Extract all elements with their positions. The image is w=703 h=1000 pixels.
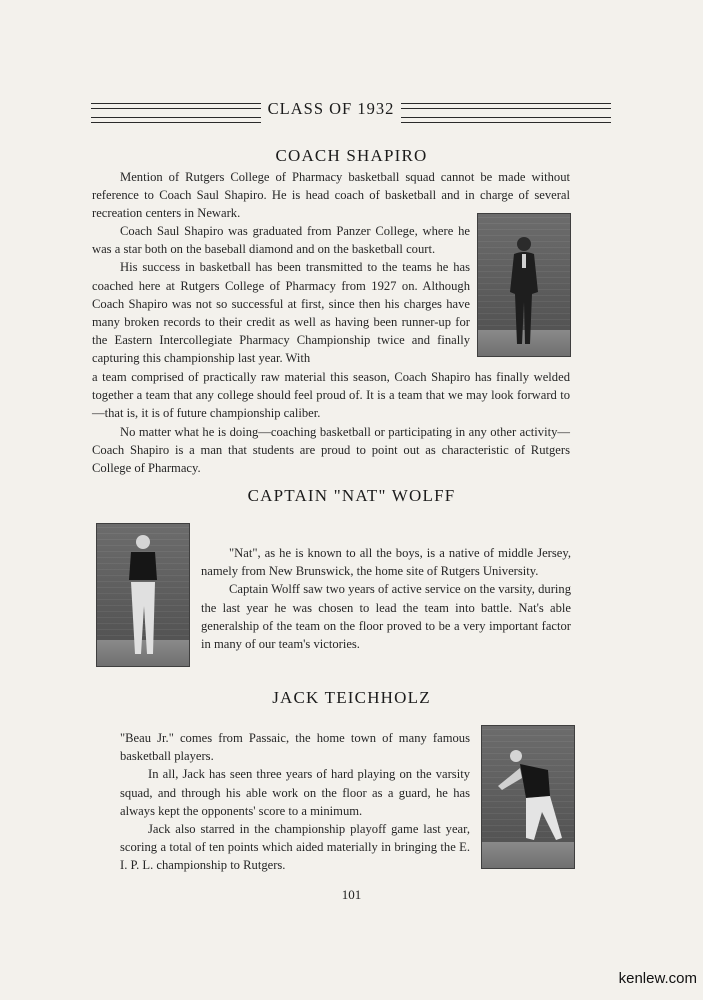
captain-paragraph-1: "Nat", as he is known to all the boys, is a native of middle Jersey, namely from New Brunswick, the home site of Rutgers University. [201, 546, 571, 579]
captain-text [201, 544, 571, 653]
header-rule [401, 103, 611, 104]
header-rule [91, 108, 261, 109]
page-header [91, 95, 611, 127]
header-rule [401, 117, 611, 118]
coach-paragraph-2: Coach Saul Shapiro was graduated from Panzer College, where he was a star both on the baseball diamond and on the basketball court. [92, 224, 470, 257]
header-rule [401, 122, 611, 123]
captain-paragraph-2: Captain Wolff saw two years of active service on the varsity, during the last year he was chosen to lead the team into battle. Nat's able generalship of the team on the floor proved to be a very important factor in many of our team's victories. [201, 582, 571, 652]
header-rule [91, 122, 261, 123]
header-title: CLASS OF 1932 [267, 99, 395, 118]
header-rule [91, 103, 261, 104]
coach-continued-text [92, 368, 570, 477]
jack-text [120, 729, 470, 875]
page-number: 101 [341, 887, 362, 902]
jack-photo [481, 725, 575, 869]
jack-paragraph-3: Jack also starred in the championship playoff game last year, scoring a total of ten points which aided materially in bringing the E. I. P. L. championship to Rutgers. [120, 822, 470, 873]
coach-paragraph-3a: His success in basketball has been transmitted to the teams he has coached here at Rutgers College of Pharmacy from 1927 on. Although Coach Shapiro was not so successful at first, since then his charges have many broken records to their credit as well as having been runner-up for the Eastern Intercollegiate Pharmacy Championship twice and finally capturing this championship last year. With [92, 260, 470, 366]
coach-paragraph-4: No matter what he is doing—coaching basketball or participating in any other activity—Coach Shapiro is a man that students are proud to point out as characteristic of Rutgers College of Pharmacy. [92, 424, 570, 476]
coach-paragraph-3b: a team comprised of practically raw material this season, Coach Shapiro has finally welded together a team that any college should feel proud of. It is a team that we may look forward to—that is, it is of future championship caliber. [92, 370, 570, 421]
watermark: kenlew.com [618, 970, 697, 987]
jack-paragraph-1: "Beau Jr." comes from Passaic, the home town of many famous basketball players. [120, 731, 470, 764]
jack-heading: JACK TEICHHOLZ [272, 688, 431, 707]
header-rule [91, 117, 261, 118]
coach-wrapped-text [92, 222, 470, 368]
captain-photo [96, 523, 190, 667]
standing-man-figure [478, 214, 570, 356]
guard-stance-figure [482, 726, 574, 868]
coach-heading: COACH SHAPIRO [275, 146, 428, 165]
coach-paragraph-1: Mention of Rutgers College of Pharmacy basketball squad cannot be made without reference to Coach Saul Shapiro. He is head coach of basketball and in charge of several recreation centers in Newark. [92, 170, 570, 221]
player-with-ball-figure [97, 524, 189, 666]
captain-heading: CAPTAIN "NAT" WOLFF [247, 486, 456, 505]
jack-paragraph-2: In all, Jack has seen three years of hard playing on the varsity squad, and through his able work on the floor as a guard, he has always kept the opponents' score to a minimum. [120, 767, 470, 818]
coach-photo [477, 213, 571, 357]
header-rule [401, 108, 611, 109]
